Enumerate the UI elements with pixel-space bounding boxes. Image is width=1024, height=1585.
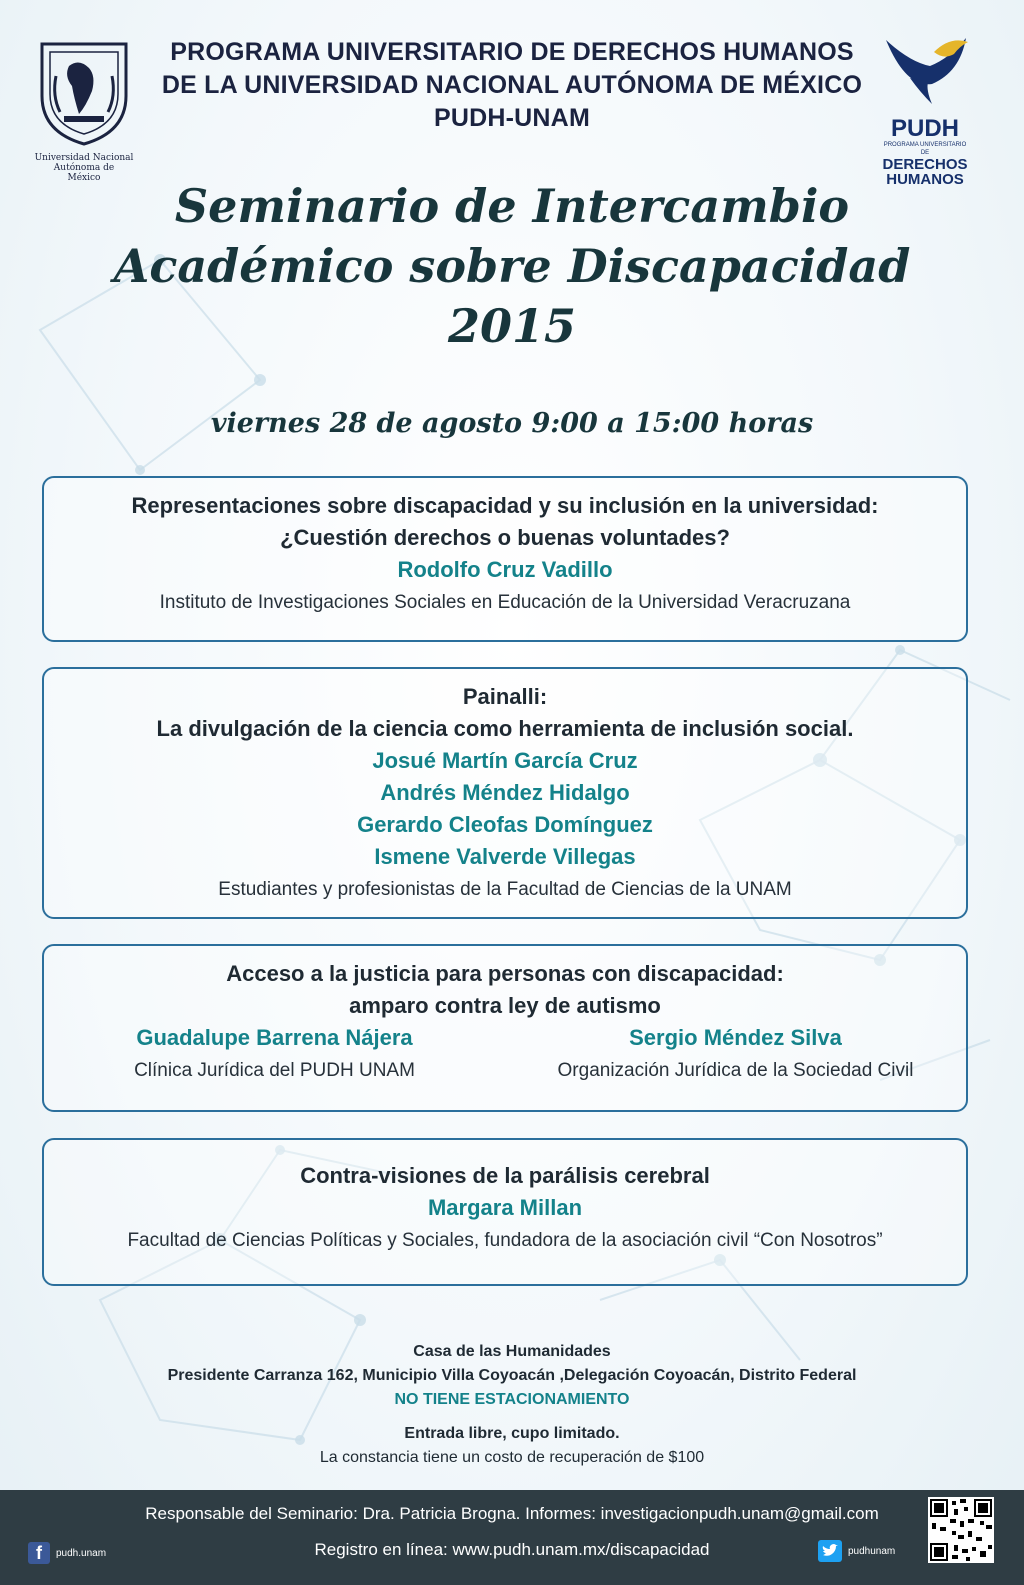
session-3-affiliation-right: Organización Jurídica de la Sociedad Civil [557, 1060, 914, 1081]
title-line1: Seminario de Intercambio [174, 179, 850, 233]
footer-responsible: Responsable del Seminario: Dra. Patricia Brogna. Informes: investigacionpudh.unam@gmail.com [145, 1504, 879, 1523]
session-1-speaker: Rodolfo Cruz Vadillo [397, 557, 613, 582]
session-1-affiliation: Instituto de Investigaciones Sociales en Educación de la Universidad Veracruzana [159, 592, 851, 613]
venue-parking-notice: NO TIENE ESTACIONAMIENTO [394, 1391, 630, 1408]
session-3-speaker-left-block [45, 1022, 505, 1088]
facebook-link[interactable] [28, 1542, 106, 1564]
header [0, 36, 1024, 135]
session-4-title: Contra-visiones de la parálisis cerebral [300, 1163, 710, 1188]
session-1-title-line1: Representaciones sobre discapacidad y su inclusión en la universidad: [131, 493, 879, 518]
venue-entry: Entrada libre, cupo limitado. [404, 1425, 620, 1442]
session-3-speaker-left: Guadalupe Barrena Nájera [136, 1025, 413, 1050]
header-line2: DE LA UNIVERSIDAD NACIONAL AUTÓNOMA DE MÉXICO [161, 71, 863, 99]
footer-registration: Registro en línea: www.pudh.unam.mx/discapacidad [314, 1540, 710, 1559]
header-line3: PUDH-UNAM [434, 104, 590, 132]
session-box-3 [42, 944, 968, 1112]
session-1-title-line2: ¿Cuestión derechos o buenas voluntades? [280, 525, 730, 550]
session-3-title-line2: amparo contra ley de autismo [349, 993, 661, 1018]
session-3-speakers [44, 1022, 966, 1088]
venue-info [0, 1340, 1024, 1470]
qr-code-icon[interactable] [928, 1497, 994, 1563]
seminar-title [0, 176, 1024, 356]
session-2-speaker: Ismene Valverde Villegas [374, 844, 636, 869]
event-date: viernes 28 de agosto 9:00 a 15:00 horas [210, 408, 814, 439]
session-box-1 [42, 476, 968, 642]
session-2-title-line1: Painalli: [462, 684, 548, 709]
session-4-affiliation: Facultad de Ciencias Políticas y Sociales, fundadora de la asociación civil “Con Nosotros” [127, 1230, 883, 1251]
session-4-speaker: Margara Millan [427, 1195, 583, 1220]
pudh-line1: DERECHOS [882, 156, 968, 173]
session-2-speaker: Josué Martín García Cruz [372, 748, 638, 773]
facebook-handle: pudh.unam [56, 1547, 107, 1559]
facebook-icon: f [28, 1542, 50, 1564]
venue-address: Presidente Carranza 162, Municipio Villa Coyoacán ,Delegación Coyoacán, Distrito Federal [167, 1367, 857, 1384]
twitter-icon [818, 1540, 842, 1562]
header-line1: PROGRAMA UNIVERSITARIO DE DERECHOS HUMANOS [170, 38, 854, 66]
session-box-2 [42, 667, 968, 919]
session-3-title-line1: Acceso a la justicia para personas con discapacidad: [226, 961, 784, 986]
title-line3: 2015 [447, 299, 577, 353]
unam-caption-line1: Universidad Nacional [34, 153, 134, 163]
twitter-handle: pudhunam [848, 1545, 896, 1557]
title-line2: Académico sobre Discapacidad [113, 239, 911, 293]
session-2-speaker: Andrés Méndez Hidalgo [380, 780, 630, 805]
venue-name: Casa de las Humanidades [413, 1343, 611, 1360]
session-2-title-line2: La divulgación de la ciencia como herramienta de inclusión social. [156, 716, 854, 741]
session-3-affiliation-left: Clínica Jurídica del PUDH UNAM [134, 1060, 415, 1081]
footer-bar [0, 1490, 1024, 1585]
session-3-speaker-right-block [506, 1022, 966, 1088]
unam-caption-line3: México [67, 173, 101, 183]
session-box-4 [42, 1138, 968, 1286]
twitter-link[interactable] [818, 1540, 895, 1562]
pudh-abbr: PUDH [890, 115, 959, 142]
session-3-speaker-right: Sergio Méndez Silva [629, 1025, 842, 1050]
unam-caption-line2: Autónoma de [53, 163, 115, 173]
session-2-affiliation: Estudiantes y profesionistas de la Facultad de Ciencias de la UNAM [218, 879, 792, 900]
session-2-speaker: Gerardo Cleofas Domínguez [357, 812, 653, 837]
pudh-line2: HUMANOS [886, 171, 964, 188]
venue-cost: La constancia tiene un costo de recuperación de $100 [319, 1449, 705, 1466]
pudh-small-caption: PROGRAMA UNIVERSITARIO DE [883, 142, 967, 156]
